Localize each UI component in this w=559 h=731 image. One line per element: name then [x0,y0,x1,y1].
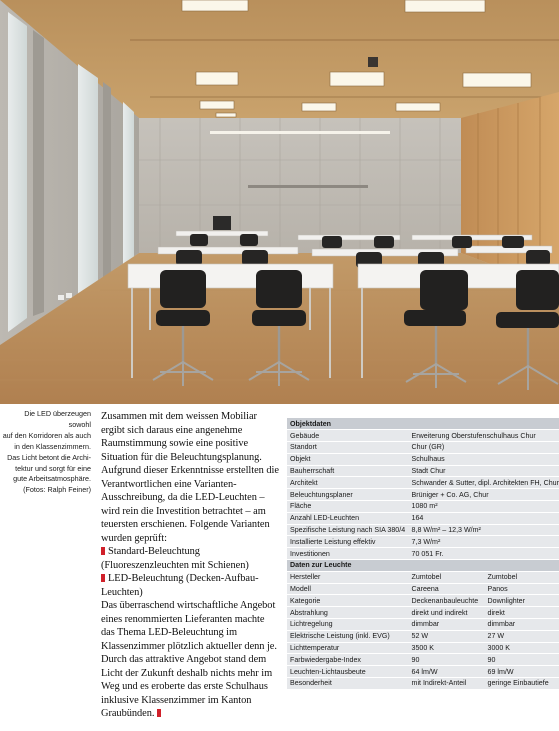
row-value-b: geringe Einbautiefe [485,678,559,690]
photo-caption [2,409,91,496]
article-body [101,410,279,721]
table-row [287,583,559,595]
table-row [287,489,559,501]
article-paragraph-text: Das überraschend wirtschaftliche Angebot eines renommierten Lieferanten machte das Thema LED-Beleuchtung im Klassenzimmer plötzlich aktueller denn je. Durch das attraktive Angebot stand dem Licht der Zukunft deshalb nichts mehr im Weg und es eroberte das erste Schulhaus inklusive Klassenzimmer im Kanton Graubünden. [101,600,277,719]
table-row [287,607,559,619]
table-row [287,678,559,690]
row-label: Elektrische Leistung (inkl. EVG) [287,630,409,642]
article-paragraph: Zusammen mit dem weissen Mobiliar ergibt sich daraus eine angenehme Raumstimmung sowie eine positive Situation für die Beleuchtungsplanung. Aufgrund dieser Erkenntnisse erstellten die Verantwortlichen eine Varianten-Ausschreibung, da die LED-Leuchten – wird rein die Investition betrachtet – am teuersten erschienen. Folgende Varianten wurden geprüft: [101,411,279,544]
row-value-a: Careena [409,583,485,595]
row-label: Bauherrschaft [287,465,409,477]
table-row [287,630,559,642]
table-row [287,501,559,513]
row-label: Farbwiedergabe-Index [287,654,409,666]
row-value-b: 3000 K [485,642,559,654]
section-title: Objektdaten [287,418,559,430]
end-mark-icon [157,709,161,717]
row-label: Spezifische Leistung nach SIA 380/4 [287,524,409,536]
bullet-text: LED-Beleuchtung (Decken-Aufbau-Leuchten) [101,573,259,598]
row-value: Chur (GR) [409,442,559,454]
row-label: Gebäude [287,430,409,442]
row-value-b: dimmbar [485,619,559,631]
row-value-a: 52 W [409,630,485,642]
caption-line: in den Klassenzimmern. [14,441,91,451]
row-value: 7,3 W/m² [409,536,559,548]
bullet-text: Standard-Beleuchtung (Fluoreszenzleuchten mit Schienen) [101,546,249,571]
row-value: Erweiterung Oberstufenschulhaus Chur [409,430,559,442]
table-row [287,619,559,631]
caption-line: (Fotos: Ralph Feiner) [23,485,91,495]
table-row [287,642,559,654]
row-value-a: Deckenanbauleuchte [409,595,485,607]
row-label: Abstrahlung [287,607,409,619]
table-row [287,571,559,583]
row-value-a: dimmbar [409,619,485,631]
row-label: Leuchten-Lichtausbeute [287,666,409,678]
row-value-a: 90 [409,654,485,666]
caption-line: Die LED überzeugen sowohl [24,409,91,429]
row-label: Beleuchtungsplaner [287,489,409,501]
section-title: Daten zur Leuchte [287,560,559,572]
row-label: Installierte Leistung effektiv [287,536,409,548]
row-value: Schulhaus [409,453,559,465]
row-value: Stadt Chur [409,465,559,477]
red-bullet-icon [101,574,105,582]
table-row [287,477,559,489]
row-value-b: Panos [485,583,559,595]
red-bullet-icon [101,547,105,555]
row-value-b: 69 lm/W [485,666,559,678]
row-label: Fläche [287,501,409,513]
row-value-a: mit Indirekt-Anteil [409,678,485,690]
row-value-a: 64 lm/W [409,666,485,678]
row-value-b: Zumtobel [485,571,559,583]
row-label: Modell [287,583,409,595]
table-row [287,453,559,465]
table-section-header [287,418,559,430]
caption-line: Das Licht betont die Archi- [7,452,91,462]
row-value: 164 [409,512,559,524]
row-label: Besonderheit [287,678,409,690]
row-label: Lichtregelung [287,619,409,631]
bullet-item [101,572,279,599]
table-row [287,430,559,442]
caption-line: auf den Korridoren als auch [2,430,91,440]
row-value-b: Downlighter [485,595,559,607]
row-value-b: 27 W [485,630,559,642]
row-value-b: direkt [485,607,559,619]
project-data-table [287,418,559,690]
row-label: Lichttemperatur [287,642,409,654]
row-value-a: Zumtobel [409,571,485,583]
bullet-item [101,545,279,572]
table-row [287,512,559,524]
table-row [287,442,559,454]
table-row [287,666,559,678]
caption-line: gute Arbeitsatmosphäre. [13,474,91,484]
table-row [287,524,559,536]
row-label: Kategorie [287,595,409,607]
article-paragraph [101,599,279,721]
row-value: Schwander & Sutter, dipl. Architekten FH, Chur [409,477,559,489]
table-row [287,465,559,477]
table-row [287,654,559,666]
table-row [287,548,559,560]
table-section-header [287,560,559,572]
caption-line: tektur und sorgt für eine [15,463,91,473]
row-label: Standort [287,442,409,454]
row-value: Brüniger + Co. AG, Chur [409,489,559,501]
row-label: Architekt [287,477,409,489]
table-row [287,536,559,548]
row-label: Anzahl LED-Leuchten [287,512,409,524]
row-label: Objekt [287,453,409,465]
row-value-a: direkt und indirekt [409,607,485,619]
row-value: 1080 m² [409,501,559,513]
table-row [287,595,559,607]
row-label: Investitionen [287,548,409,560]
row-value: 8,8 W/m² – 12,3 W/m² [409,524,559,536]
row-value: 70 051 Fr. [409,548,559,560]
row-value-b: 90 [485,654,559,666]
row-label: Hersteller [287,571,409,583]
row-value-a: 3500 K [409,642,485,654]
